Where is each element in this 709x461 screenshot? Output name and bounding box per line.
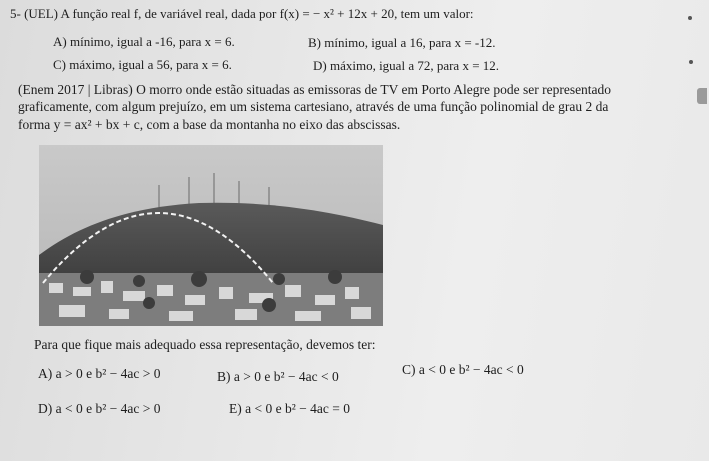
margin-dot [688,16,692,20]
page-edge-mark [697,88,707,104]
q6-statement-line3: forma y = ax² + bx + c, com a base da montanha no eixo das abscissas. [18,117,401,132]
q6-statement-line2: graficamente, com algum prejuízo, em um sistema cartesiano, através de uma função polinomial de grau 2 da [18,99,609,114]
hill-illustration [39,145,383,326]
q6-option-b[interactable]: B) a > 0 e b² − 4ac < 0 [217,369,339,384]
q6-prompt: Para que fique mais adequado essa representação, devemos ter: [34,337,376,352]
q6-option-c[interactable]: C) a < 0 e b² − 4ac < 0 [402,362,524,377]
hill-photo [39,145,383,326]
q5-option-b[interactable]: B) mínimo, igual a 16, para x = -12. [308,35,496,50]
q6-option-a[interactable]: A) a > 0 e b² − 4ac > 0 [38,366,161,381]
q5-option-a[interactable]: A) mínimo, igual a -16, para x = 6. [53,34,235,49]
q5-option-c[interactable]: C) máximo, igual a 56, para x = 6. [53,57,232,72]
q5-option-d[interactable]: D) máximo, igual a 72, para x = 12. [313,58,500,73]
margin-dot [689,60,693,64]
q6-option-d[interactable]: D) a < 0 e b² − 4ac > 0 [38,401,161,416]
q5-header: 5- (UEL) A função real f, de variável real, dada por f(x) = − x² + 12x + 20, tem um valor: [10,6,474,21]
q6-option-e[interactable]: E) a < 0 e b² − 4ac = 0 [229,401,350,416]
q6-statement-line1: (Enem 2017 | Libras) O morro onde estão situadas as emissoras de TV em Porto Alegre pode ser representado [18,82,612,97]
q5-formula: f(x) = − x² + 12x + 20 [279,6,395,21]
